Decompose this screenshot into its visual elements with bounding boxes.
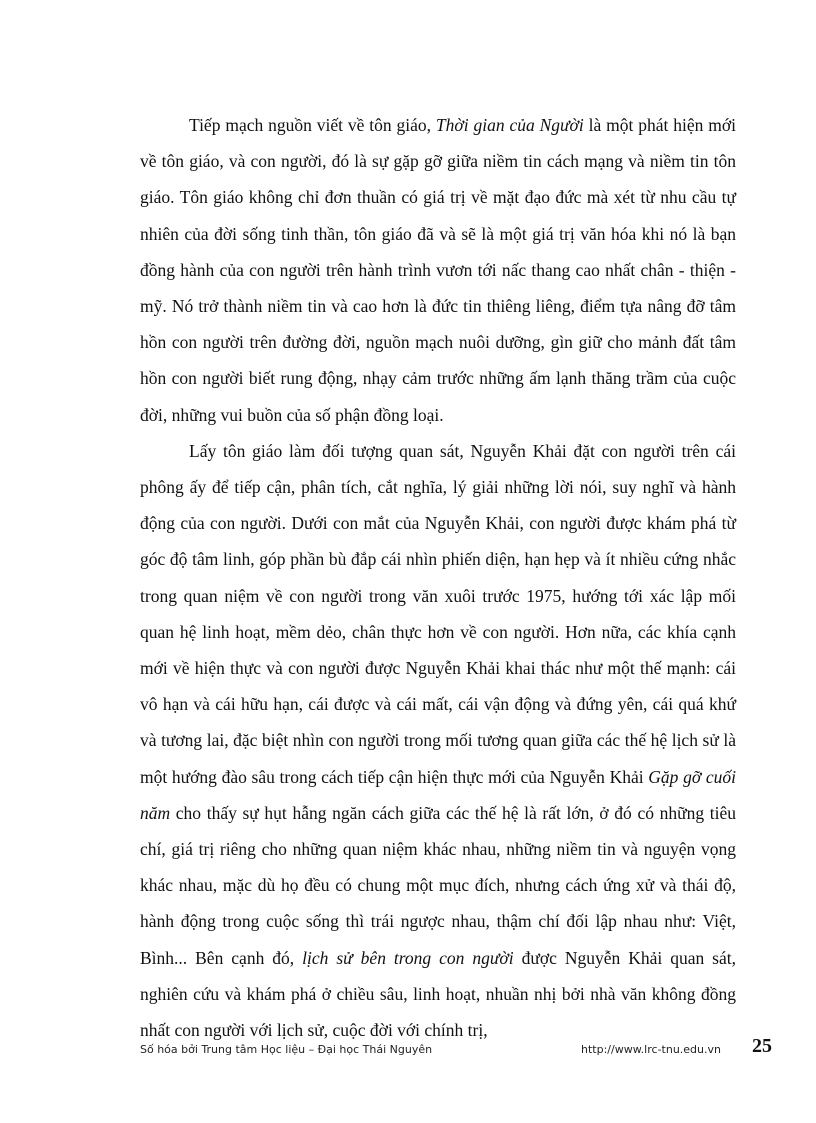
italic-title-gap-go-cuoi-nam: Gặp gỡ cuối năm: [140, 766, 736, 823]
paragraph-2: [140, 433, 736, 1048]
footer-digitized-by: Số hóa bởi Trung tâm Học liệu – Đại học Thái Nguyên: [140, 1043, 433, 1056]
italic-phrase-lich-su: lịch sử bên trong con người: [302, 947, 514, 968]
text-run: Lấy tôn giáo làm đối tượng quan sát, Nguyễn Khải đặt con người trên cái phông ấy để tiếp cận, phân tích, cắt nghĩa, lý giải những lời nói, suy nghĩ và hành động của con người. Dưới con mắt của Nguyễn Khải, con người được khám phá từ góc độ tâm linh, góp phần bù đắp cái nhìn phiến diện, hạn hẹp và ít nhiều cứng nhắc trong quan niệm về con người trong văn xuôi trước 1975, hướng tới xác lập mối quan hệ linh hoạt, mềm dẻo, chân thực hơn về con người. Hơn nữa, các khía cạnh mới về hiện thực và con người được Nguyễn Khải khai thác như một thế mạnh: cái vô hạn và cái hữu hạn, cái được và cái mất, cái vận động và đứng yên, cái quá khứ và tương lai, đặc biệt nhìn con người trong mối tương quan giữa các thế hệ lịch sử là một hướng đào sâu trong cách tiếp cận hiện thực mới của Nguyễn Khải: [140, 440, 736, 787]
body-text: [140, 107, 736, 1048]
page-number: 25: [752, 1035, 772, 1057]
text-run: Tiếp mạch nguồn viết về tôn giáo,: [189, 115, 436, 135]
text-run: là một phát hiện mới về tôn giáo, và con người, đó là sự gặp gỡ giữa niềm tin cách mạng và niềm tin tôn giáo. Tôn giáo không chỉ đơn thuần có giá trị về mặt đạo đức mà xét từ nhu cầu tự nhiên của đời sống tinh thần, tôn giáo đã và sẽ là một giá trị văn hóa khi nó là bạn đồng hành của con người trên hành trình vươn tới nấc thang cao nhất chân - thiện - mỹ. Nó trở thành niềm tin và cao hơn là đức tin thiêng liêng, điểm tựa nâng đỡ tâm hồn con người trên đường đời, nguồn mạch nuôi dưỡng, gìn giữ cho mảnh đất tâm hồn con người biết rung động, nhạy cảm trước những ấm lạnh thăng trầm của cuộc đời, những vui buồn của số phận đồng loại.: [140, 115, 737, 425]
paragraph-1: [140, 107, 736, 433]
italic-title-thoi-gian-cua-nguoi: Thời gian của Người: [435, 115, 584, 135]
text-run: được Nguyễn Khải quan sát, nghiên cứu và khám phá ở chiều sâu, linh hoạt, nhuần nhị bởi nhà văn không đồng nhất con người với lịch sử, cuộc đời với chính trị,: [140, 947, 736, 1041]
footer-url-link[interactable]: http://www.lrc-tnu.edu.vn: [581, 1043, 721, 1056]
page-footer: [140, 1033, 772, 1063]
text-run: cho thấy sự hụt hẫng ngăn cách giữa các thế hệ là rất lớn, ở đó có những tiêu chí, giá trị riêng cho những quan niệm khác nhau, những niềm tin và nguyện vọng khác nhau, mặc dù họ đều có chung một mục đích, nhưng cách ứng xử và thái độ, hành động trong cuộc sống thì trái ngược nhau, thậm chí đối lập nhau như: Việt, Bình... Bên cạnh đó,: [140, 802, 736, 968]
